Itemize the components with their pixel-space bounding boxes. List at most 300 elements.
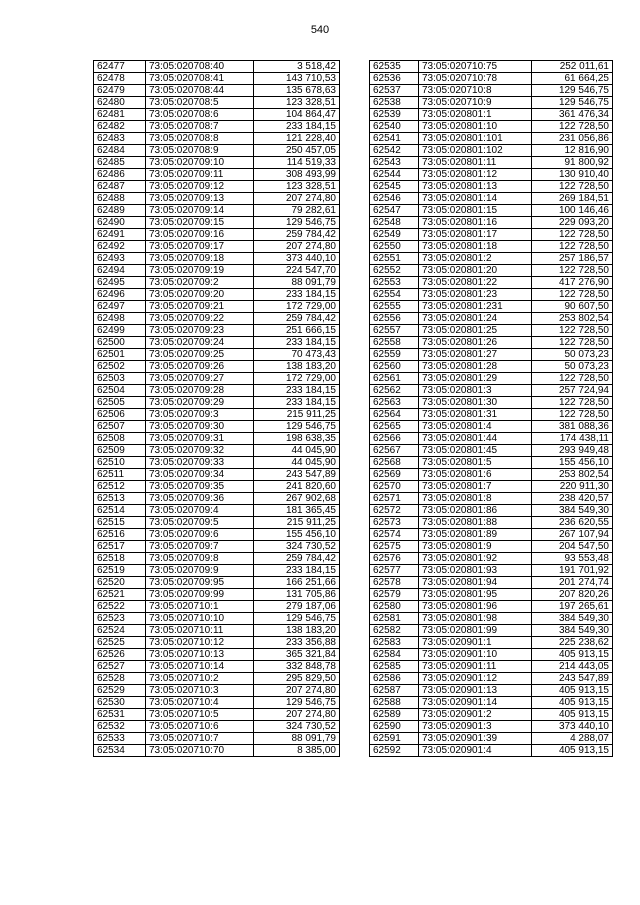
cadastral-number: 73:05:020709:11: [146, 169, 254, 181]
cadastral-number: 73:05:020801:27: [419, 349, 532, 361]
table-row: [94, 109, 340, 121]
row-number: 62495: [94, 277, 146, 289]
table-row: [94, 445, 340, 457]
table-row: [370, 109, 613, 121]
cadastral-number: 73:05:020709:4: [146, 505, 254, 517]
cadastral-number: 73:05:020801:1: [419, 109, 532, 121]
table-row: [94, 253, 340, 265]
row-number: 62583: [370, 637, 419, 649]
cadastral-value: 8 385,00: [254, 745, 340, 757]
row-number: 62537: [370, 85, 419, 97]
cadastral-value: 257 724,94: [532, 385, 613, 397]
cadastral-number: 73:05:020801:231: [419, 301, 532, 313]
cadastral-value: 405 913,15: [532, 697, 613, 709]
row-number: 62544: [370, 169, 419, 181]
cadastral-value: 233 184,15: [254, 289, 340, 301]
table-row: [370, 85, 613, 97]
row-number: 62586: [370, 673, 419, 685]
cadastral-value: 243 547,89: [254, 469, 340, 481]
cadastral-value: 79 282,61: [254, 205, 340, 217]
table-row: [94, 613, 340, 625]
table-row: [370, 217, 613, 229]
row-number: 62531: [94, 709, 146, 721]
row-number: 62538: [370, 97, 419, 109]
table-row: [370, 265, 613, 277]
row-number: 62585: [370, 661, 419, 673]
cadastral-value: 123 328,51: [254, 97, 340, 109]
cadastral-value: 250 457,05: [254, 145, 340, 157]
cadastral-number: 73:05:020710:13: [146, 649, 254, 661]
cadastral-number: 73:05:020709:28: [146, 385, 254, 397]
cadastral-value: 88 091,79: [254, 277, 340, 289]
cadastral-number: 73:05:020801:25: [419, 325, 532, 337]
row-number: 62569: [370, 469, 419, 481]
cadastral-value: 4 288,07: [532, 733, 613, 745]
row-number: 62497: [94, 301, 146, 313]
row-number: 62559: [370, 349, 419, 361]
row-number: 62494: [94, 265, 146, 277]
row-number: 62532: [94, 721, 146, 733]
table-row: [370, 97, 613, 109]
cadastral-number: 73:05:020710:6: [146, 721, 254, 733]
table-row: [370, 445, 613, 457]
table-row: [370, 373, 613, 385]
cadastral-value: 215 911,25: [254, 517, 340, 529]
row-number: 62515: [94, 517, 146, 529]
cadastral-value: 129 546,75: [254, 421, 340, 433]
cadastral-value: 122 728,50: [532, 181, 613, 193]
cadastral-value: 122 728,50: [532, 397, 613, 409]
cadastral-number: 73:05:020801:86: [419, 505, 532, 517]
row-number: 62504: [94, 385, 146, 397]
table-row: [370, 205, 613, 217]
cadastral-value: 129 546,75: [532, 97, 613, 109]
table-row: [94, 697, 340, 709]
table-row: [370, 157, 613, 169]
cadastral-value: 251 666,15: [254, 325, 340, 337]
cadastral-value: 70 473,43: [254, 349, 340, 361]
cadastral-number: 73:05:020710:2: [146, 673, 254, 685]
cadastral-number: 73:05:020901:10: [419, 649, 532, 661]
row-number: 62529: [94, 685, 146, 697]
table-row: [94, 325, 340, 337]
cadastral-value: 130 910,40: [532, 169, 613, 181]
cadastral-value: 231 056,86: [532, 133, 613, 145]
cadastral-number: 73:05:020901:14: [419, 697, 532, 709]
table-row: [94, 85, 340, 97]
table-row: [370, 457, 613, 469]
cadastral-number: 73:05:020801:16: [419, 217, 532, 229]
row-number: 62556: [370, 313, 419, 325]
cadastral-value: 293 949,48: [532, 445, 613, 457]
table-row: [94, 517, 340, 529]
row-number: 62571: [370, 493, 419, 505]
table-row: [370, 421, 613, 433]
row-number: 62547: [370, 205, 419, 217]
cadastral-number: 73:05:020709:22: [146, 313, 254, 325]
cadastral-number: 73:05:020710:10: [146, 613, 254, 625]
cadastral-number: 73:05:020709:3: [146, 409, 254, 421]
table-row: [370, 661, 613, 673]
row-number: 62503: [94, 373, 146, 385]
row-number: 62500: [94, 337, 146, 349]
cadastral-value: 122 728,50: [532, 373, 613, 385]
table-row: [94, 541, 340, 553]
row-number: 62514: [94, 505, 146, 517]
cadastral-number: 73:05:020901:1: [419, 637, 532, 649]
cadastral-number: 73:05:020901:11: [419, 661, 532, 673]
table-row: [370, 61, 613, 73]
table-row: [94, 385, 340, 397]
row-number: 62561: [370, 373, 419, 385]
cadastral-value: 123 328,51: [254, 181, 340, 193]
table-row: [94, 265, 340, 277]
row-number: 62540: [370, 121, 419, 133]
cadastral-value: 201 274,74: [532, 577, 613, 589]
cadastral-number: 73:05:020709:36: [146, 493, 254, 505]
table-row: [370, 409, 613, 421]
table-row: [370, 745, 613, 757]
cadastral-number: 73:05:020901:2: [419, 709, 532, 721]
row-number: 62483: [94, 133, 146, 145]
cadastral-number: 73:05:020801:29: [419, 373, 532, 385]
row-number: 62521: [94, 589, 146, 601]
row-number: 62523: [94, 613, 146, 625]
row-number: 62518: [94, 553, 146, 565]
table-row: [94, 133, 340, 145]
table-row: [370, 289, 613, 301]
table-row: [94, 337, 340, 349]
cadastral-number: 73:05:020709:10: [146, 157, 254, 169]
row-number: 62554: [370, 289, 419, 301]
table-row: [94, 277, 340, 289]
cadastral-number: 73:05:020710:3: [146, 685, 254, 697]
cadastral-value-table-left: [93, 60, 340, 757]
cadastral-number: 73:05:020709:25: [146, 349, 254, 361]
row-number: 62490: [94, 217, 146, 229]
cadastral-number: 73:05:020709:7: [146, 541, 254, 553]
table-row: [370, 337, 613, 349]
table-row: [94, 301, 340, 313]
table-row: [94, 121, 340, 133]
table-row: [370, 637, 613, 649]
cadastral-number: 73:05:020801:7: [419, 481, 532, 493]
cadastral-number: 73:05:020709:24: [146, 337, 254, 349]
cadastral-value: 215 911,25: [254, 409, 340, 421]
row-number: 62580: [370, 601, 419, 613]
cadastral-number: 73:05:020710:5: [146, 709, 254, 721]
cadastral-value: 122 728,50: [532, 409, 613, 421]
row-number: 62502: [94, 361, 146, 373]
table-row: [370, 469, 613, 481]
row-number: 62557: [370, 325, 419, 337]
cadastral-number: 73:05:020710:78: [419, 73, 532, 85]
cadastral-value: 365 321,84: [254, 649, 340, 661]
cadastral-value: 198 638,35: [254, 433, 340, 445]
cadastral-number: 73:05:020709:35: [146, 481, 254, 493]
cadastral-number: 73:05:020801:2: [419, 253, 532, 265]
row-number: 62572: [370, 505, 419, 517]
table-row: [370, 733, 613, 745]
row-number: 62487: [94, 181, 146, 193]
cadastral-value: 197 265,61: [532, 601, 613, 613]
table-row: [94, 661, 340, 673]
cadastral-value: 324 730,52: [254, 541, 340, 553]
cadastral-value: 143 710,53: [254, 73, 340, 85]
cadastral-number: 73:05:020709:34: [146, 469, 254, 481]
table-row: [370, 253, 613, 265]
table-row: [94, 349, 340, 361]
cadastral-number: 73:05:020801:18: [419, 241, 532, 253]
cadastral-value: 257 186,57: [532, 253, 613, 265]
row-number: 62545: [370, 181, 419, 193]
row-number: 62562: [370, 385, 419, 397]
cadastral-value: 236 620,55: [532, 517, 613, 529]
cadastral-number: 73:05:020801:4: [419, 421, 532, 433]
row-number: 62564: [370, 409, 419, 421]
cadastral-value: 122 728,50: [532, 325, 613, 337]
row-number: 62491: [94, 229, 146, 241]
cadastral-number: 73:05:020709:27: [146, 373, 254, 385]
table-body-right: [370, 61, 613, 757]
cadastral-value: 384 549,30: [532, 505, 613, 517]
cadastral-value: 181 365,45: [254, 505, 340, 517]
row-number: 62577: [370, 565, 419, 577]
cadastral-number: 73:05:020801:101: [419, 133, 532, 145]
cadastral-number: 73:05:020709:15: [146, 217, 254, 229]
row-number: 62560: [370, 361, 419, 373]
cadastral-number: 73:05:020801:31: [419, 409, 532, 421]
cadastral-value: 122 728,50: [532, 337, 613, 349]
cadastral-number: 73:05:020901:13: [419, 685, 532, 697]
cadastral-number: 73:05:020709:12: [146, 181, 254, 193]
table-body-left: [94, 61, 340, 757]
cadastral-number: 73:05:020710:75: [419, 61, 532, 73]
table-row: [94, 505, 340, 517]
table-row: [94, 73, 340, 85]
row-number: 62550: [370, 241, 419, 253]
cadastral-value: 233 184,15: [254, 385, 340, 397]
cadastral-number: 73:05:020801:89: [419, 529, 532, 541]
cadastral-value: 191 701,92: [532, 565, 613, 577]
cadastral-value: 224 547,70: [254, 265, 340, 277]
table-row: [94, 721, 340, 733]
table-row: [370, 697, 613, 709]
row-number: 62527: [94, 661, 146, 673]
table-row: [94, 289, 340, 301]
table-row: [94, 205, 340, 217]
cadastral-value: 129 546,75: [254, 613, 340, 625]
cadastral-number: 73:05:020709:23: [146, 325, 254, 337]
cadastral-value-table-right: [369, 60, 613, 757]
cadastral-number: 73:05:020710:70: [146, 745, 254, 757]
cadastral-number: 73:05:020709:18: [146, 253, 254, 265]
table-row: [94, 469, 340, 481]
cadastral-value: 324 730,52: [254, 721, 340, 733]
table-row: [370, 277, 613, 289]
row-number: 62573: [370, 517, 419, 529]
cadastral-value: 207 274,80: [254, 685, 340, 697]
row-number: 62505: [94, 397, 146, 409]
table-row: [370, 481, 613, 493]
cadastral-number: 73:05:020709:21: [146, 301, 254, 313]
cadastral-value: 259 784,42: [254, 229, 340, 241]
row-number: 62565: [370, 421, 419, 433]
cadastral-value: 405 913,15: [532, 649, 613, 661]
table-row: [370, 361, 613, 373]
cadastral-value: 373 440,10: [532, 721, 613, 733]
cadastral-value: 405 913,15: [532, 709, 613, 721]
cadastral-number: 73:05:020801:99: [419, 625, 532, 637]
table-row: [94, 313, 340, 325]
table-row: [94, 61, 340, 73]
row-number: 62542: [370, 145, 419, 157]
cadastral-number: 73:05:020709:32: [146, 445, 254, 457]
cadastral-number: 73:05:020709:13: [146, 193, 254, 205]
cadastral-value: 361 476,34: [532, 109, 613, 121]
cadastral-number: 73:05:020901:4: [419, 745, 532, 757]
table-row: [370, 181, 613, 193]
cadastral-number: 73:05:020801:95: [419, 589, 532, 601]
row-number: 62533: [94, 733, 146, 745]
cadastral-value: 225 238,62: [532, 637, 613, 649]
table-row: [370, 649, 613, 661]
cadastral-number: 73:05:020801:12: [419, 169, 532, 181]
cadastral-number: 73:05:020801:44: [419, 433, 532, 445]
row-number: 62589: [370, 709, 419, 721]
cadastral-value: 233 356,88: [254, 637, 340, 649]
row-number: 62516: [94, 529, 146, 541]
cadastral-number: 73:05:020801:3: [419, 385, 532, 397]
table-row: [94, 97, 340, 109]
row-number: 62512: [94, 481, 146, 493]
table-row: [94, 637, 340, 649]
table-row: [370, 721, 613, 733]
table-row: [370, 313, 613, 325]
cadastral-value: 207 274,80: [254, 709, 340, 721]
row-number: 62563: [370, 397, 419, 409]
row-number: 62543: [370, 157, 419, 169]
cadastral-value: 229 093,20: [532, 217, 613, 229]
page-number: 540: [310, 24, 330, 36]
cadastral-number: 73:05:020801:23: [419, 289, 532, 301]
table-row: [94, 361, 340, 373]
row-number: 62486: [94, 169, 146, 181]
row-number: 62579: [370, 589, 419, 601]
table-row: [94, 577, 340, 589]
table-row: [94, 457, 340, 469]
table-row: [370, 301, 613, 313]
cadastral-number: 73:05:020801:93: [419, 565, 532, 577]
table-row: [94, 409, 340, 421]
cadastral-value: 44 045,90: [254, 457, 340, 469]
row-number: 62549: [370, 229, 419, 241]
cadastral-value: 405 913,15: [532, 745, 613, 757]
row-number: 62539: [370, 109, 419, 121]
cadastral-value: 104 864,47: [254, 109, 340, 121]
table-row: [94, 229, 340, 241]
row-number: 62535: [370, 61, 419, 73]
table-row: [94, 181, 340, 193]
cadastral-number: 73:05:020801:92: [419, 553, 532, 565]
cadastral-value: 91 800,92: [532, 157, 613, 169]
row-number: 62520: [94, 577, 146, 589]
table-row: [94, 589, 340, 601]
row-number: 62509: [94, 445, 146, 457]
table-row: [94, 241, 340, 253]
cadastral-number: 73:05:020710:7: [146, 733, 254, 745]
cadastral-value: 138 183,20: [254, 625, 340, 637]
table-row: [370, 169, 613, 181]
cadastral-number: 73:05:020801:9: [419, 541, 532, 553]
cadastral-number: 73:05:020801:11: [419, 157, 532, 169]
cadastral-number: 73:05:020801:17: [419, 229, 532, 241]
cadastral-value: 172 729,00: [254, 373, 340, 385]
row-number: 62536: [370, 73, 419, 85]
table-row: [94, 433, 340, 445]
cadastral-number: 73:05:020801:6: [419, 469, 532, 481]
table-row: [370, 349, 613, 361]
row-number: 62590: [370, 721, 419, 733]
cadastral-value: 121 228,40: [254, 133, 340, 145]
cadastral-value: 381 088,36: [532, 421, 613, 433]
table-row: [94, 373, 340, 385]
row-number: 62526: [94, 649, 146, 661]
row-number: 62481: [94, 109, 146, 121]
row-number: 62576: [370, 553, 419, 565]
table-row: [370, 433, 613, 445]
row-number: 62581: [370, 613, 419, 625]
cadastral-value: 207 820,26: [532, 589, 613, 601]
cadastral-number: 73:05:020708:6: [146, 109, 254, 121]
cadastral-number: 73:05:020801:13: [419, 181, 532, 193]
cadastral-number: 73:05:020709:5: [146, 517, 254, 529]
table-row: [370, 385, 613, 397]
cadastral-value: 155 456,10: [254, 529, 340, 541]
cadastral-value: 259 784,42: [254, 553, 340, 565]
cadastral-number: 73:05:020709:19: [146, 265, 254, 277]
row-number: 62582: [370, 625, 419, 637]
row-number: 62578: [370, 577, 419, 589]
cadastral-number: 73:05:020709:29: [146, 397, 254, 409]
row-number: 62522: [94, 601, 146, 613]
cadastral-value: 243 547,89: [532, 673, 613, 685]
cadastral-value: 220 911,30: [532, 481, 613, 493]
cadastral-number: 73:05:020709:6: [146, 529, 254, 541]
cadastral-value: 233 184,15: [254, 337, 340, 349]
cadastral-number: 73:05:020709:95: [146, 577, 254, 589]
cadastral-number: 73:05:020801:22: [419, 277, 532, 289]
table-row: [94, 601, 340, 613]
cadastral-value: 61 664,25: [532, 73, 613, 85]
cadastral-number: 73:05:020710:12: [146, 637, 254, 649]
cadastral-number: 73:05:020801:24: [419, 313, 532, 325]
row-number: 62566: [370, 433, 419, 445]
row-number: 62553: [370, 277, 419, 289]
row-number: 62496: [94, 289, 146, 301]
cadastral-number: 73:05:020709:31: [146, 433, 254, 445]
cadastral-number: 73:05:020708:7: [146, 121, 254, 133]
table-row: [94, 709, 340, 721]
row-number: 62551: [370, 253, 419, 265]
cadastral-value: 207 274,80: [254, 241, 340, 253]
cadastral-number: 73:05:020710:9: [419, 97, 532, 109]
table-row: [370, 241, 613, 253]
row-number: 62511: [94, 469, 146, 481]
table-row: [94, 529, 340, 541]
cadastral-number: 73:05:020801:45: [419, 445, 532, 457]
table-row: [94, 733, 340, 745]
